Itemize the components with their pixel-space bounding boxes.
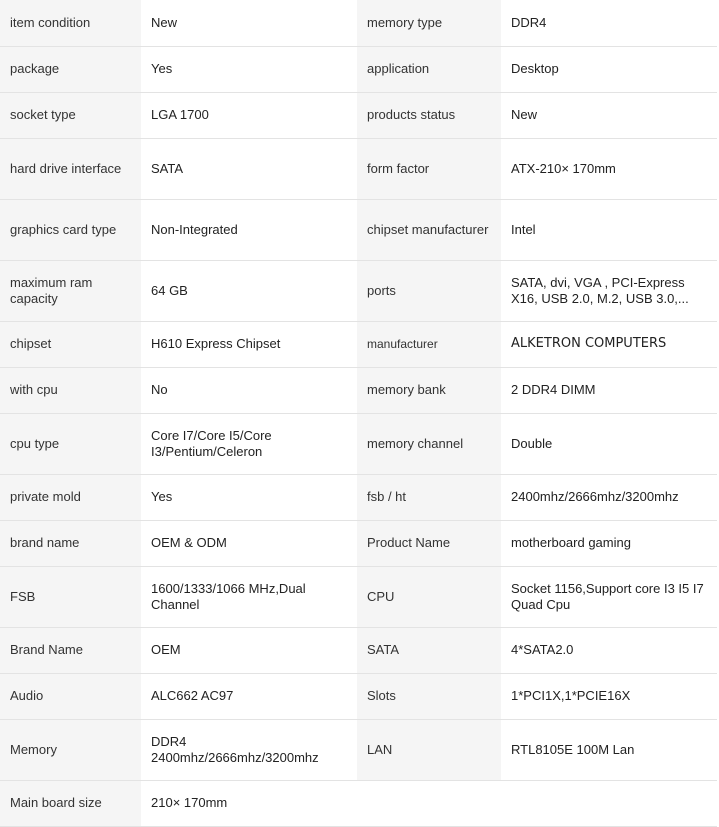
spec-key: Product Name bbox=[357, 520, 501, 566]
spec-key: graphics card type bbox=[0, 199, 141, 260]
table-row bbox=[0, 46, 717, 92]
spec-key: form factor bbox=[357, 138, 501, 199]
table-row bbox=[0, 138, 717, 199]
spec-key: memory bank bbox=[357, 367, 501, 413]
spec-value: 1*PCI1X,1*PCIE16X bbox=[501, 673, 717, 719]
spec-value: 64 GB bbox=[141, 260, 357, 321]
spec-value: No bbox=[141, 367, 357, 413]
spec-value: DDR4 2400mhz/2666mhz/3200mhz bbox=[141, 719, 357, 780]
spec-value: 210× 170mm bbox=[141, 780, 357, 826]
spec-key: Brand Name bbox=[0, 627, 141, 673]
spec-key: with cpu bbox=[0, 367, 141, 413]
spec-value: SATA, dvi, VGA , PCI-Express X16, USB 2.0, M.2, USB 3.0,... bbox=[501, 260, 717, 321]
table-row bbox=[0, 627, 717, 673]
spec-key: Slots bbox=[357, 673, 501, 719]
spec-key: application bbox=[357, 46, 501, 92]
spec-key: private mold bbox=[0, 474, 141, 520]
spec-value: SATA bbox=[141, 138, 357, 199]
spec-value: ALC662 AC97 bbox=[141, 673, 357, 719]
spec-key: item condition bbox=[0, 0, 141, 46]
table-row bbox=[0, 260, 717, 321]
spec-value bbox=[501, 474, 717, 520]
spec-key: memory type bbox=[357, 0, 501, 46]
table-row bbox=[0, 413, 717, 474]
table-row bbox=[0, 673, 717, 719]
spec-key: FSB bbox=[0, 566, 141, 627]
spec-key: ports bbox=[357, 260, 501, 321]
spec-value: DDR4 bbox=[501, 0, 717, 46]
spec-value: 2 DDR4 DIMM bbox=[501, 367, 717, 413]
spec-value: Socket 1156,Support core I3 I5 I7 Quad Cpu bbox=[501, 566, 717, 627]
spec-key: chipset bbox=[0, 321, 141, 367]
spec-value: Yes bbox=[141, 46, 357, 92]
table-row bbox=[0, 780, 717, 826]
table-row bbox=[0, 367, 717, 413]
spec-key: hard drive interface bbox=[0, 138, 141, 199]
spec-value: OEM bbox=[141, 627, 357, 673]
spec-value: 1600/1333/1066 MHz,Dual Channel bbox=[141, 566, 357, 627]
spec-key: CPU bbox=[357, 566, 501, 627]
spec-key: brand name bbox=[0, 520, 141, 566]
table-row bbox=[0, 566, 717, 627]
spec-key-manufacturer: manufacturer bbox=[357, 321, 501, 367]
table-row bbox=[0, 0, 717, 46]
spec-value: New bbox=[141, 0, 357, 46]
spec-key: chipset manufacturer bbox=[357, 199, 501, 260]
empty-cell bbox=[501, 780, 717, 826]
table-row bbox=[0, 92, 717, 138]
spec-value: Desktop bbox=[501, 46, 717, 92]
table-row bbox=[0, 199, 717, 260]
spec-value: OEM & ODM bbox=[141, 520, 357, 566]
spec-value: RTL8105E 100M Lan bbox=[501, 719, 717, 780]
spec-value-manufacturer: ALKETRON COMPUTERS bbox=[501, 321, 717, 367]
spec-key: memory channel bbox=[357, 413, 501, 474]
empty-cell bbox=[357, 780, 501, 826]
spec-key: products status bbox=[357, 92, 501, 138]
spec-value: Yes bbox=[141, 474, 357, 520]
spec-key: socket type bbox=[0, 92, 141, 138]
spec-value: ATX-210× 170mm bbox=[501, 138, 717, 199]
spec-key: Audio bbox=[0, 673, 141, 719]
spec-value: H610 Express Chipset bbox=[141, 321, 357, 367]
spec-value: 4*SATA2.0 bbox=[501, 627, 717, 673]
spec-value: Core I7/Core I5/Core I3/Pentium/Celeron bbox=[141, 413, 357, 474]
spec-value-text: 2400mhz/2666mhz/3200mhz bbox=[511, 489, 679, 504]
spec-key: package bbox=[0, 46, 141, 92]
spec-key: fsb / ht bbox=[357, 474, 501, 520]
spec-value: Double bbox=[501, 413, 717, 474]
spec-value: New bbox=[501, 92, 717, 138]
spec-key: Memory bbox=[0, 719, 141, 780]
table-row bbox=[0, 474, 717, 520]
spec-value: Non-Integrated bbox=[141, 199, 357, 260]
spec-key: cpu type bbox=[0, 413, 141, 474]
spec-value: motherboard gaming bbox=[501, 520, 717, 566]
spec-value: LGA 1700 bbox=[141, 92, 357, 138]
spec-key: LAN bbox=[357, 719, 501, 780]
spec-key: Main board size bbox=[0, 780, 141, 826]
spec-key: SATA bbox=[357, 627, 501, 673]
table-row bbox=[0, 321, 717, 367]
table-row bbox=[0, 520, 717, 566]
table-row bbox=[0, 719, 717, 780]
spec-value: Intel bbox=[501, 199, 717, 260]
spec-key: maximum ram capacity bbox=[0, 260, 141, 321]
